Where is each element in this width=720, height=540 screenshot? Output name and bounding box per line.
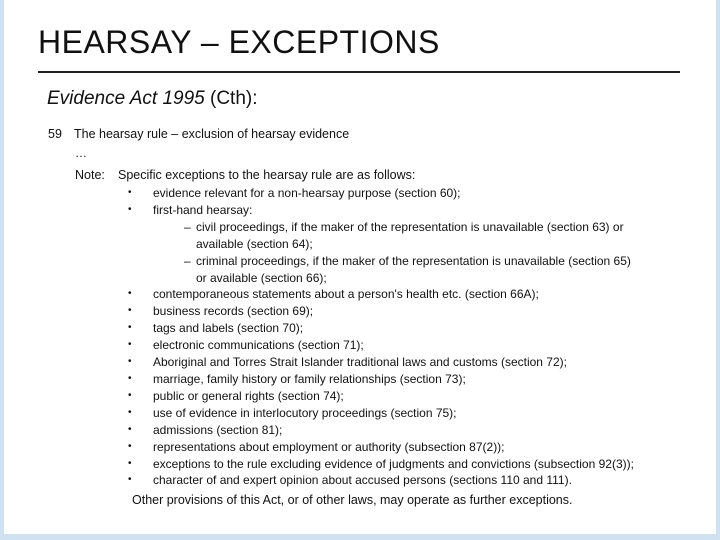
list-item bbox=[128, 320, 634, 337]
omission-ellipsis: … bbox=[75, 146, 87, 160]
list-item bbox=[128, 185, 634, 202]
list-item bbox=[128, 422, 634, 439]
list-item bbox=[128, 439, 634, 456]
list-item-text: Aboriginal and Torres Strait Islander traditional laws and customs (section 72); bbox=[153, 355, 567, 370]
list-item-text: first-hand hearsay: bbox=[153, 202, 253, 217]
list-item bbox=[128, 371, 634, 388]
list-item-text: tags and labels (section 70); bbox=[153, 321, 304, 336]
list-item bbox=[128, 388, 634, 405]
slide-subtitle bbox=[47, 88, 258, 110]
list-item-text: exceptions to the rule excluding evidence of judgments and convictions (subsection 92(3)); bbox=[153, 456, 634, 471]
list-item bbox=[128, 405, 634, 422]
section-heading: The hearsay rule – exclusion of hearsay evidence bbox=[74, 127, 350, 141]
list-item-text: electronic communications (section 71); bbox=[153, 338, 364, 353]
list-item bbox=[128, 354, 634, 371]
list-item bbox=[128, 472, 634, 489]
bullet-icon: • bbox=[128, 389, 132, 401]
note-label: Note: bbox=[75, 168, 105, 182]
list-item bbox=[128, 303, 634, 320]
list-item-text: evidence relevant for a non-hearsay purpose (section 60); bbox=[153, 186, 461, 200]
section-heading-line bbox=[48, 127, 349, 141]
sub-list-item bbox=[128, 219, 634, 253]
bullet-icon: • bbox=[128, 372, 132, 384]
bullet-icon: • bbox=[128, 305, 132, 317]
sub-list-item-text: or available (section 66); bbox=[196, 270, 327, 285]
sub-list-item-text: available (section 64); bbox=[196, 236, 313, 251]
dash-icon: – bbox=[184, 219, 191, 234]
list-item-text: representations about employment or authority (subsection 87(2)); bbox=[153, 439, 505, 454]
slide-title: HEARSAY – EXCEPTIONS bbox=[38, 24, 440, 60]
exceptions-list bbox=[128, 185, 634, 489]
title-underline bbox=[38, 71, 680, 73]
list-item bbox=[128, 202, 634, 219]
bullet-icon: • bbox=[128, 203, 132, 215]
dash-icon: – bbox=[184, 253, 191, 268]
sub-list-item bbox=[128, 253, 634, 287]
list-item-text: contemporaneous statements about a person's health etc. (section 66A); bbox=[153, 287, 539, 302]
bullet-icon: • bbox=[128, 288, 132, 300]
section-number: 59 bbox=[48, 127, 62, 141]
list-item-text: public or general rights (section 74); bbox=[153, 388, 344, 403]
list-item bbox=[128, 286, 634, 303]
sub-list-item-text: criminal proceedings, if the maker of the representation is unavailable (section 65) bbox=[196, 253, 631, 268]
list-item-text: character of and expert opinion about accused persons (sections 110 and 111). bbox=[153, 473, 572, 488]
bullet-icon: • bbox=[128, 339, 132, 351]
act-jurisdiction: (Cth): bbox=[204, 88, 258, 109]
bullet-icon: • bbox=[128, 187, 132, 198]
list-item-text: admissions (section 81); bbox=[153, 422, 283, 437]
bullet-icon: • bbox=[128, 440, 132, 452]
list-item-text: business records (section 69); bbox=[153, 304, 314, 319]
list-item-text: use of evidence in interlocutory proceedings (section 75); bbox=[153, 405, 457, 420]
closing-note: Other provisions of this Act, or of other laws, may operate as further exceptions. bbox=[132, 493, 573, 507]
list-item-text: marriage, family history or family relationships (section 73); bbox=[153, 371, 466, 386]
note-intro: Specific exceptions to the hearsay rule are as follows: bbox=[118, 168, 416, 182]
bullet-icon: • bbox=[128, 423, 132, 435]
act-name: Evidence Act 1995 bbox=[47, 88, 205, 109]
bullet-icon: • bbox=[128, 474, 132, 486]
list-item bbox=[128, 337, 634, 354]
bullet-icon: • bbox=[128, 457, 132, 469]
bullet-icon: • bbox=[128, 322, 132, 334]
bullet-icon: • bbox=[128, 356, 132, 368]
bullet-icon: • bbox=[128, 406, 132, 418]
sub-list-item-text: civil proceedings, if the maker of the representation is unavailable (section 63) or bbox=[196, 219, 624, 234]
list-item bbox=[128, 456, 634, 473]
